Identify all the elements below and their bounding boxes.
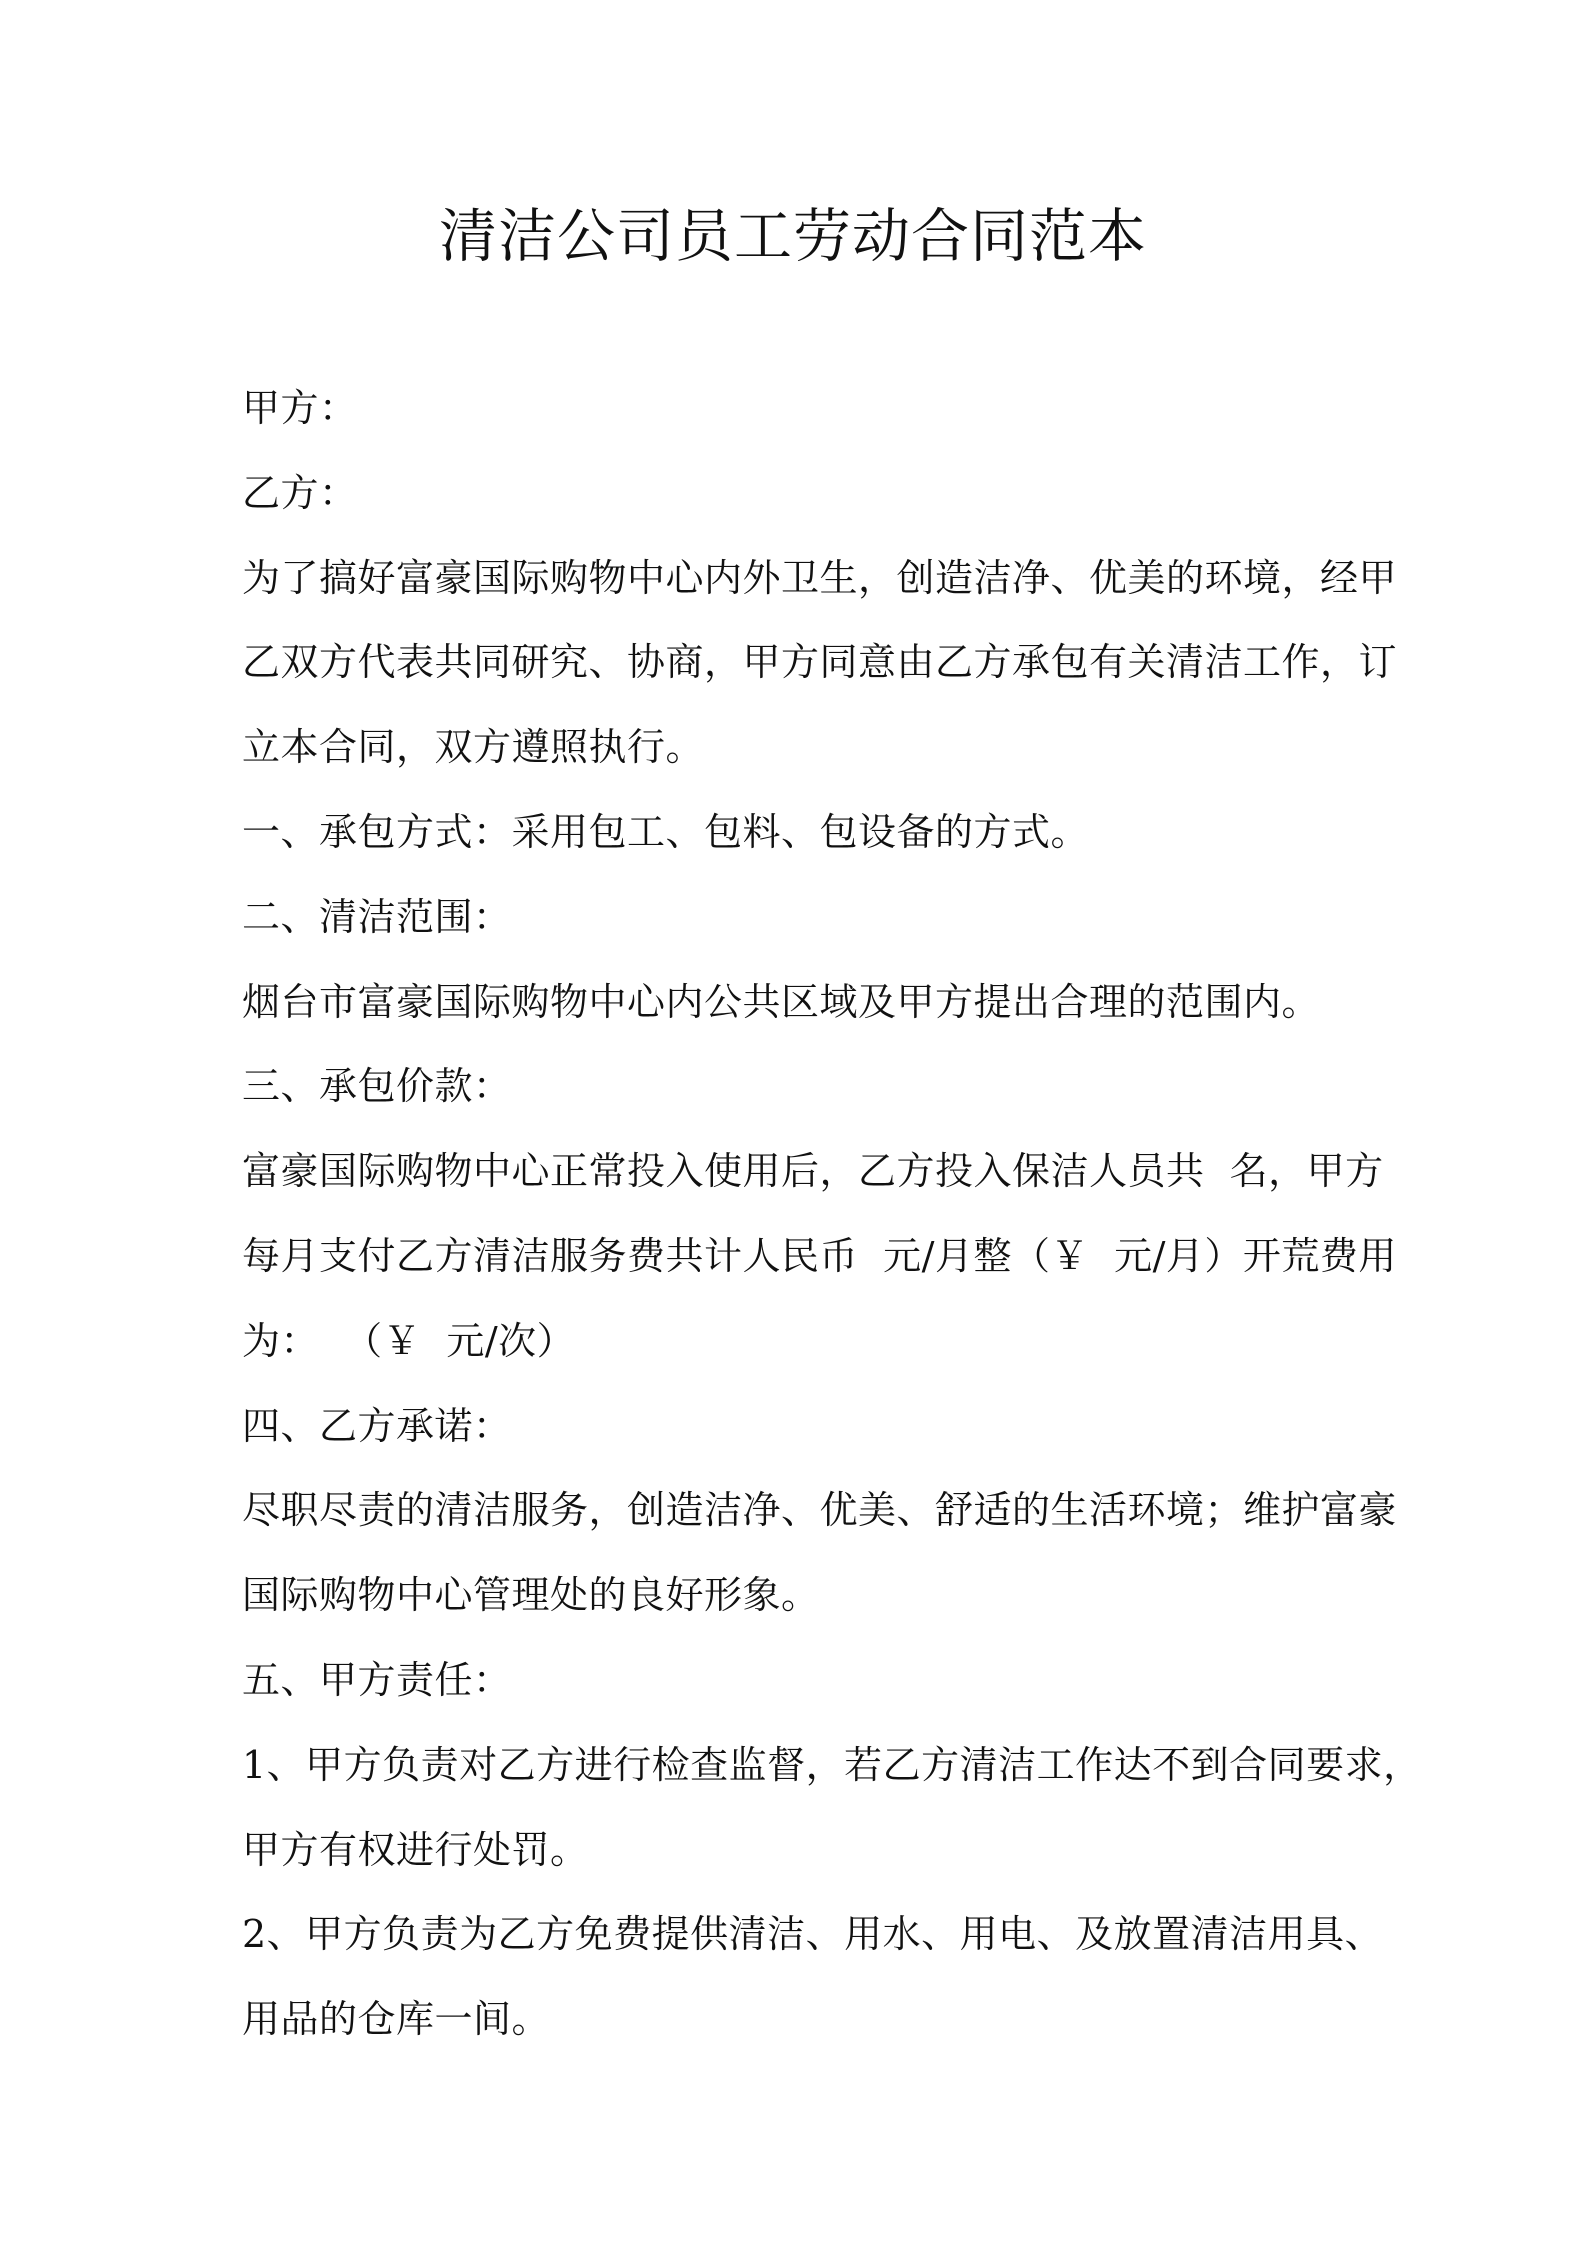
preamble-line-2: 乙双方代表共同研究、协商，甲方同意由乙方承包有关清洁工作，订 bbox=[242, 640, 1398, 685]
document-title: 清洁公司员工劳动合同范本 bbox=[438, 202, 1147, 270]
section-3-text-3: 为： （￥ 元/次） bbox=[242, 1318, 576, 1363]
section-5-item-1-line-2: 甲方有权进行处罚。 bbox=[242, 1827, 589, 1872]
section-2-text: 烟台市富豪国际购物中心内公共区域及甲方提出合理的范围内。 bbox=[242, 979, 1321, 1024]
section-4-heading: 四、乙方承诺： bbox=[242, 1403, 512, 1448]
party-b-line: 乙方： bbox=[242, 470, 358, 515]
document-body bbox=[242, 366, 1422, 2062]
section-3-text-1: 富豪国际购物中心正常投入使用后，乙方投入保洁人员共 名，甲方 bbox=[242, 1149, 1384, 1194]
section-5-item-2-line-2: 用品的仓库一间。 bbox=[242, 1997, 551, 2042]
party-a-line: 甲方： bbox=[242, 386, 358, 430]
section-2-heading: 二、清洁范围： bbox=[242, 894, 512, 939]
section-5-item-1-line-1: 1、甲方负责对乙方进行检查监督，若乙方清洁工作达不到合同要求， bbox=[242, 1742, 1422, 1787]
section-4-text-1: 尽职尽责的清洁服务，创造洁净、优美、舒适的生活环境；维护富豪 bbox=[242, 1488, 1398, 1533]
section-4-text-2: 国际购物中心管理处的良好形象。 bbox=[242, 1573, 820, 1618]
section-3-heading: 三、承包价款： bbox=[242, 1064, 512, 1109]
preamble-line-1: 为了搞好富豪国际购物中心内外卫生，创造洁净、优美的环境，经甲 bbox=[242, 555, 1398, 600]
section-1-heading: 一、承包方式：采用包工、包料、包设备的方式。 bbox=[242, 809, 1090, 854]
section-5-heading: 五、甲方责任： bbox=[242, 1657, 512, 1702]
section-3-text-2: 每月支付乙方清洁服务费共计人民币 元/月整（￥ 元/月）开荒费用 bbox=[242, 1233, 1397, 1278]
preamble-line-3: 立本合同，双方遵照执行。 bbox=[242, 725, 705, 770]
section-5-item-2-line-1: 2、甲方负责为乙方免费提供清洁、用水、用电、及放置清洁用具、 bbox=[242, 1912, 1384, 1957]
